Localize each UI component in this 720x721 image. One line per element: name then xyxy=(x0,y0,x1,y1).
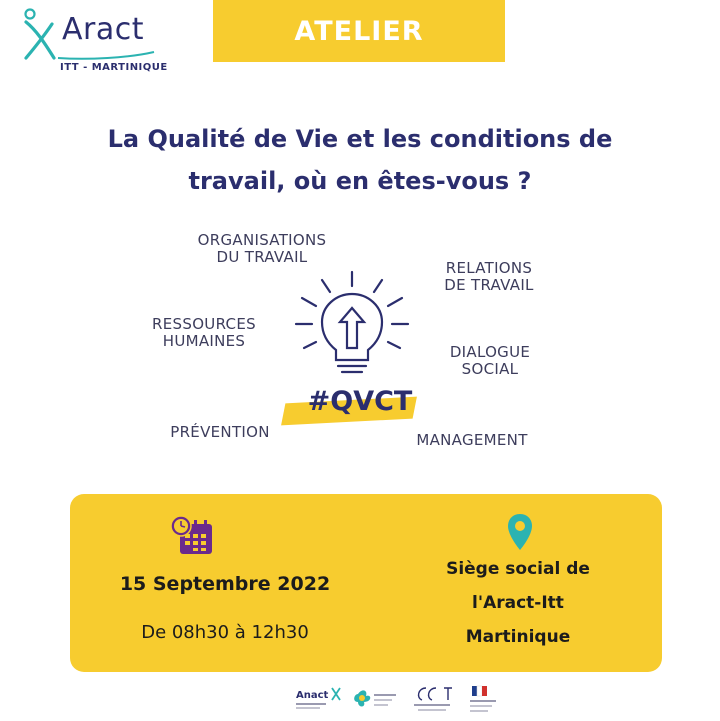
logo-subtitle: ITT - MARTINIQUE xyxy=(60,62,168,73)
place-line: l'Aract-Itt xyxy=(472,593,564,613)
keyword-line: RESSOURCES xyxy=(152,315,256,333)
keyword-line: DIALOGUE xyxy=(449,343,531,361)
title-line-1: La Qualité de Vie et les conditions de xyxy=(107,125,613,153)
place-line: Siège social de xyxy=(446,559,590,579)
event-place xyxy=(400,552,636,654)
keyword-line: DU TRAVAIL xyxy=(216,248,308,266)
keyword-line: SOCIAL xyxy=(461,360,519,378)
page-title xyxy=(40,118,680,202)
title-line-2: travail, où en êtes-vous ? xyxy=(188,167,532,195)
keyword-line: ORGANISATIONS xyxy=(197,231,327,249)
location-pin-icon xyxy=(506,512,534,552)
place-line: Martinique xyxy=(465,627,571,647)
atelier-label: ATELIER xyxy=(294,15,424,47)
keyword-organisations xyxy=(188,232,336,266)
keyword-dialogue xyxy=(440,344,540,378)
calendar-clock-icon xyxy=(170,514,214,558)
hashtag-qvct: #QVCT xyxy=(307,386,413,417)
keyword-line: RELATIONS xyxy=(445,259,533,277)
collectivite-partner-logo xyxy=(352,686,400,714)
event-time: De 08h30 à 12h30 xyxy=(141,622,309,643)
cct-partner-logo xyxy=(408,684,456,716)
keyword-line: HUMAINES xyxy=(162,332,246,350)
anact-text: Anact xyxy=(296,690,329,701)
keyword-relations xyxy=(430,260,548,294)
lightbulb-arrow-icon xyxy=(292,268,412,378)
event-date: 15 Septembre 2022 xyxy=(119,573,331,595)
keyword-prevention: PRÉVENTION xyxy=(170,423,270,441)
anact-partner-logo xyxy=(294,684,342,716)
keyword-ressources xyxy=(142,316,266,350)
republique-partner-logo xyxy=(464,684,504,716)
atelier-banner xyxy=(213,0,505,62)
logo-wordmark: Aract xyxy=(62,12,144,47)
keyword-line: DE TRAVAIL xyxy=(444,276,534,294)
keyword-management: MANAGEMENT xyxy=(416,431,528,449)
